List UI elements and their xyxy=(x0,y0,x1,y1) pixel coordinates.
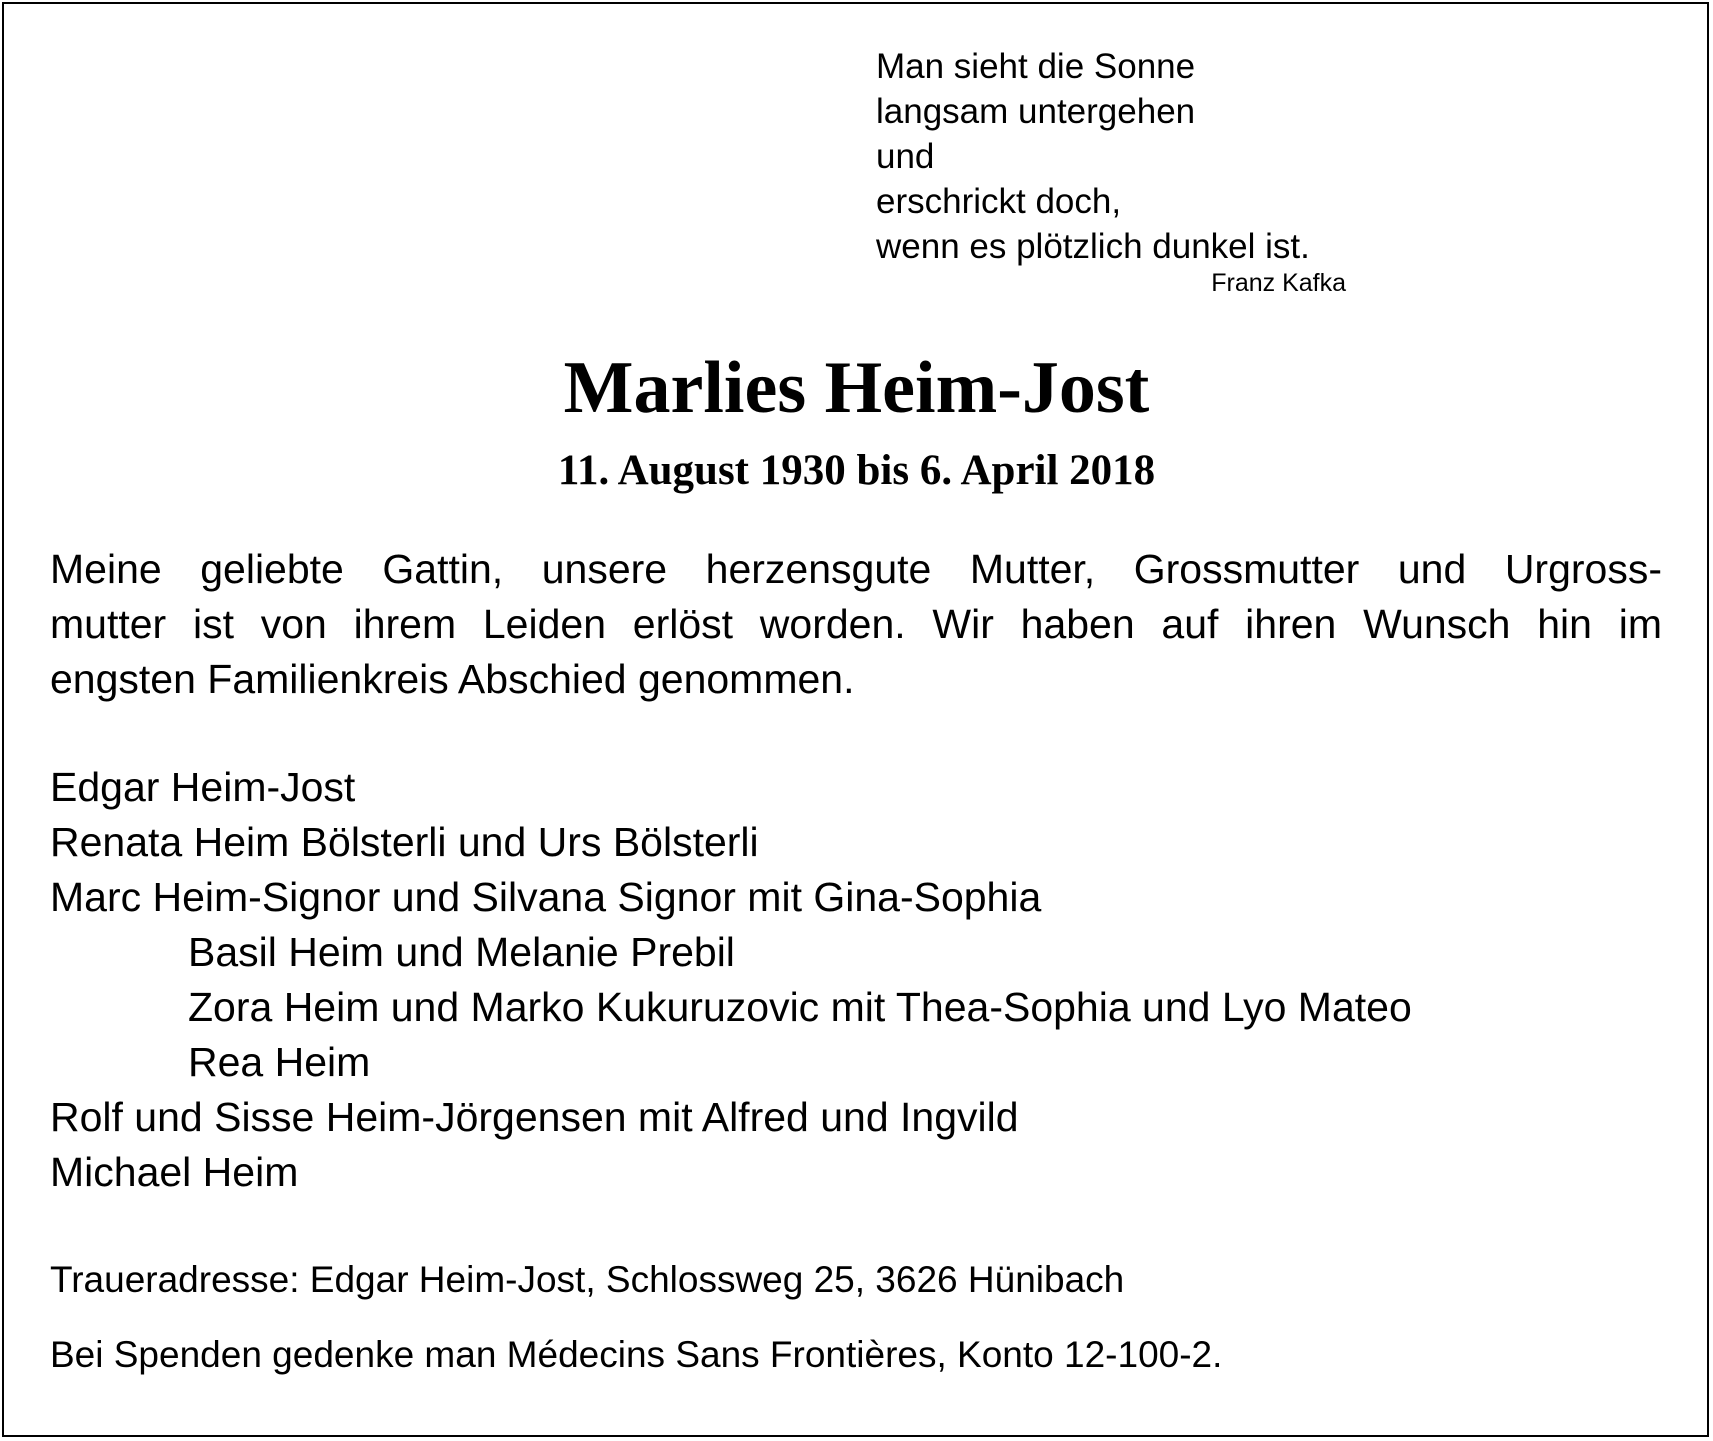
notice-border xyxy=(2,2,1709,1437)
deceased-name: Marlies Heim-Jost xyxy=(563,347,1150,429)
quote-line-5: wenn es plötzlich dunkel ist. xyxy=(876,227,1310,266)
mourner-zora: Zora Heim und Marko Kukuruzovic mit Thea-Sophia und Lyo Mateo xyxy=(188,984,1412,1030)
donation-note: Bei Spenden gedenke man Médecins Sans Frontières, Konto 12-100-2. xyxy=(50,1334,1223,1375)
mourner-edgar: Edgar Heim-Jost xyxy=(50,764,356,810)
mourner-rea: Rea Heim xyxy=(188,1039,371,1085)
quote-line-2: langsam untergehen xyxy=(876,92,1196,131)
mourner-renata: Renata Heim Bölsterli und Urs Bölsterli xyxy=(50,819,759,865)
mourning-message xyxy=(50,542,1662,707)
kafka-quote xyxy=(876,44,1346,269)
message-line-1: Meine geliebte Gattin, unsere herzensgute Mutter, Grossmutter und Urgross- xyxy=(50,546,1662,592)
mourners-list xyxy=(50,760,1690,1200)
mourner-marc: Marc Heim-Signor und Silvana Signor mit Gina-Sophia xyxy=(50,874,1042,920)
life-dates: 11. August 1930 bis 6. April 2018 xyxy=(557,447,1156,494)
message-line-3: engsten Familienkreis Abschied genommen. xyxy=(50,656,855,702)
message-line-2: mutter ist von ihrem Leiden erlöst worden. Wir haben auf ihren Wunsch hin im xyxy=(50,601,1662,647)
mourner-michael: Michael Heim xyxy=(50,1149,299,1195)
mourning-address: Traueradresse: Edgar Heim-Jost, Schlossweg 25, 3626 Hünibach xyxy=(50,1259,1125,1300)
mourner-rolf: Rolf und Sisse Heim-Jörgensen mit Alfred und Ingvild xyxy=(50,1094,1019,1140)
quote-line-4: erschrickt doch, xyxy=(876,182,1122,221)
quote-line-1: Man sieht die Sonne xyxy=(876,47,1196,86)
quote-line-3: und xyxy=(876,137,935,176)
quote-author: Franz Kafka xyxy=(1211,269,1346,297)
mourner-basil: Basil Heim und Melanie Prebil xyxy=(188,929,735,975)
